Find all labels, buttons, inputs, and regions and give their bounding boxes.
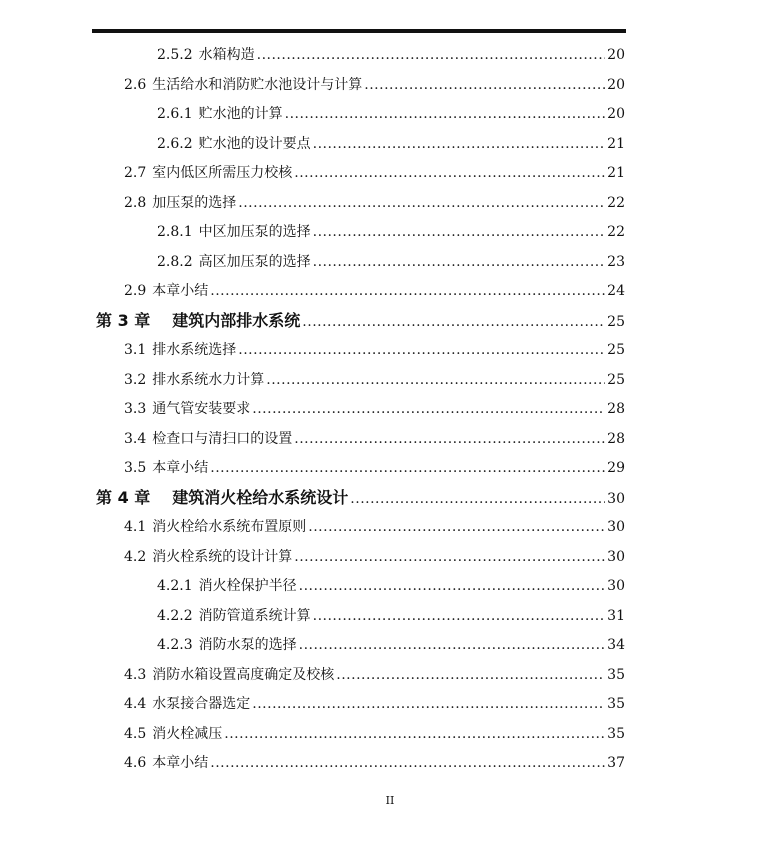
toc-entry-page: 35 (607, 726, 625, 742)
toc-entry[interactable] (124, 341, 625, 361)
toc-entry-number: 3.4 (124, 431, 147, 447)
toc-entry-page: 37 (607, 755, 625, 771)
toc-leader-dots (313, 135, 606, 153)
toc-entry-title: 消防水箱设置高度确定及校核 (152, 667, 335, 683)
toc-entry-page: 21 (607, 165, 625, 181)
toc-entry-title: 生活给水和消防贮水池设计与计算 (152, 77, 363, 93)
toc-entry-number: 4.2 (124, 549, 147, 565)
toc-entry[interactable] (157, 46, 625, 66)
toc-chapter-entry[interactable] (96, 312, 625, 332)
toc-entry-title: 通气管安装要求 (152, 401, 251, 417)
toc-entry-page: 28 (607, 401, 625, 417)
toc-entry-title: 检查口与清扫口的设置 (152, 431, 293, 447)
toc-entry-page: 20 (607, 77, 625, 93)
toc-entry-title: 本章小结 (152, 460, 209, 476)
toc-entry-number: 第 4 章 (96, 488, 151, 507)
toc-entry-number: 4.2.2 (157, 608, 193, 624)
toc-entry-number: 4.4 (124, 696, 147, 712)
toc-leader-dots (364, 76, 605, 94)
toc-leader-dots (294, 548, 605, 566)
toc-entry-page: 20 (607, 106, 625, 122)
toc-entry-number: 3.1 (124, 342, 147, 358)
toc-entry[interactable] (157, 135, 625, 155)
toc-entry-number: 2.6.2 (157, 136, 193, 152)
toc-entry-page: 34 (607, 637, 625, 653)
toc-entry-number: 3.3 (124, 401, 147, 417)
toc-entry[interactable] (124, 282, 625, 302)
toc-entry-title: 中区加压泵的选择 (198, 224, 311, 240)
toc-leader-dots (313, 223, 606, 241)
toc-leader-dots (294, 164, 605, 182)
toc-leader-dots (257, 46, 606, 64)
toc-entry-page: 28 (607, 431, 625, 447)
toc-entry-page: 22 (607, 195, 625, 211)
toc-entry-page: 25 (607, 314, 625, 330)
toc-entry-number: 第 3 章 (96, 311, 151, 330)
toc-entry-title: 消防管道系统计算 (198, 608, 311, 624)
toc-entry[interactable] (124, 518, 625, 538)
toc-leader-dots (350, 490, 605, 508)
toc-entry[interactable] (157, 105, 625, 125)
toc-leader-dots (308, 518, 605, 536)
toc-entry-page: 21 (607, 136, 625, 152)
toc-entry-number: 3.5 (124, 460, 147, 476)
toc-entry[interactable] (124, 164, 625, 184)
toc-entry[interactable] (124, 459, 625, 479)
toc-entry-page: 24 (607, 283, 625, 299)
toc-entry-title: 消火栓减压 (152, 726, 223, 742)
toc-entry-title: 消防水泵的选择 (198, 637, 297, 653)
toc-entry[interactable] (157, 223, 625, 243)
toc-entry-title: 排水系统选择 (152, 342, 237, 358)
toc-entry-number: 2.8 (124, 195, 147, 211)
toc-entry-title: 贮水池的设计要点 (198, 136, 311, 152)
toc-entry[interactable] (124, 400, 625, 420)
toc-entry-title: 水箱构造 (198, 47, 255, 63)
toc-leader-dots (313, 607, 606, 625)
header-rule (92, 29, 626, 33)
toc-entry-number: 2.5.2 (157, 47, 193, 63)
toc-leader-dots (210, 282, 605, 300)
toc-leader-dots (210, 459, 605, 477)
toc-entry-page: 29 (607, 460, 625, 476)
toc-entry-title: 消火栓系统的设计计算 (152, 549, 293, 565)
toc-entry[interactable] (124, 666, 625, 686)
toc-entry-page: 30 (607, 549, 625, 565)
toc-entry-title: 水泵接合器选定 (152, 696, 251, 712)
toc-leader-dots (336, 666, 605, 684)
toc-entry-number: 2.8.1 (157, 224, 193, 240)
toc-entry[interactable] (124, 194, 625, 214)
toc-leader-dots (294, 430, 605, 448)
toc-chapter-entry[interactable] (96, 489, 625, 509)
toc-leader-dots (266, 371, 605, 389)
toc-entry[interactable] (124, 725, 625, 745)
toc-entry-title: 本章小结 (152, 755, 209, 771)
toc-entry[interactable] (124, 548, 625, 568)
toc-entry-number: 2.9 (124, 283, 147, 299)
toc-entry-title: 室内低区所需压力校核 (152, 165, 293, 181)
toc-leader-dots (238, 194, 605, 212)
toc-leader-dots (252, 695, 605, 713)
toc-entry-number: 4.3 (124, 667, 147, 683)
toc-entry-page: 20 (607, 47, 625, 63)
toc-entry-number: 4.5 (124, 726, 147, 742)
toc-entry-page: 22 (607, 224, 625, 240)
toc-entry-number: 4.6 (124, 755, 147, 771)
toc-entry-page: 25 (607, 342, 625, 358)
page-number-footer: II (385, 794, 395, 807)
toc-entry-number: 2.7 (124, 165, 147, 181)
toc-entry-number: 4.1 (124, 519, 147, 535)
toc-entry-title: 本章小结 (152, 283, 209, 299)
toc-leader-dots (299, 636, 606, 654)
toc-entry-title: 排水系统水力计算 (152, 372, 265, 388)
toc-leader-dots (302, 313, 605, 331)
toc-entry-number: 2.6 (124, 77, 147, 93)
toc-entry-page: 30 (607, 491, 625, 507)
toc-entry[interactable] (124, 695, 625, 715)
toc-entry-title: 消火栓给水系统布置原则 (152, 519, 307, 535)
toc-entry[interactable] (124, 76, 625, 96)
toc-entry-number: 2.6.1 (157, 106, 193, 122)
toc-entry-title: 建筑内部排水系统 (172, 311, 301, 330)
toc-entry-page: 35 (607, 667, 625, 683)
toc-entry-page: 35 (607, 696, 625, 712)
toc-entry[interactable] (157, 607, 625, 627)
toc-leader-dots (299, 577, 606, 595)
toc-leader-dots (210, 754, 605, 772)
toc-entry-number: 2.8.2 (157, 254, 193, 270)
toc-entry-page: 23 (607, 254, 625, 270)
toc-entry[interactable] (124, 371, 625, 391)
toc-entry-number: 4.2.3 (157, 637, 193, 653)
toc-leader-dots (238, 341, 605, 359)
toc-entry[interactable] (157, 636, 625, 656)
toc-entry-title: 消火栓保护半径 (198, 578, 297, 594)
toc-entry-page: 30 (607, 578, 625, 594)
toc-entry[interactable] (157, 577, 625, 597)
toc-entry-number: 4.2.1 (157, 578, 193, 594)
toc-leader-dots (224, 725, 605, 743)
toc-leader-dots (252, 400, 605, 418)
toc-entry-page: 30 (607, 519, 625, 535)
toc-entry-number: 3.2 (124, 372, 147, 388)
toc-entry-title: 加压泵的选择 (152, 195, 237, 211)
toc-entry-title: 贮水池的计算 (198, 106, 283, 122)
toc-entry[interactable] (124, 430, 625, 450)
toc-entry-title: 建筑消火栓给水系统设计 (172, 488, 349, 507)
toc-leader-dots (285, 105, 606, 123)
toc-entry-title: 高区加压泵的选择 (198, 254, 311, 270)
toc-entry-page: 25 (607, 372, 625, 388)
toc-leader-dots (313, 253, 606, 271)
toc-entry-page: 31 (607, 608, 625, 624)
toc-entry[interactable] (124, 754, 625, 774)
toc-entry[interactable] (157, 253, 625, 273)
